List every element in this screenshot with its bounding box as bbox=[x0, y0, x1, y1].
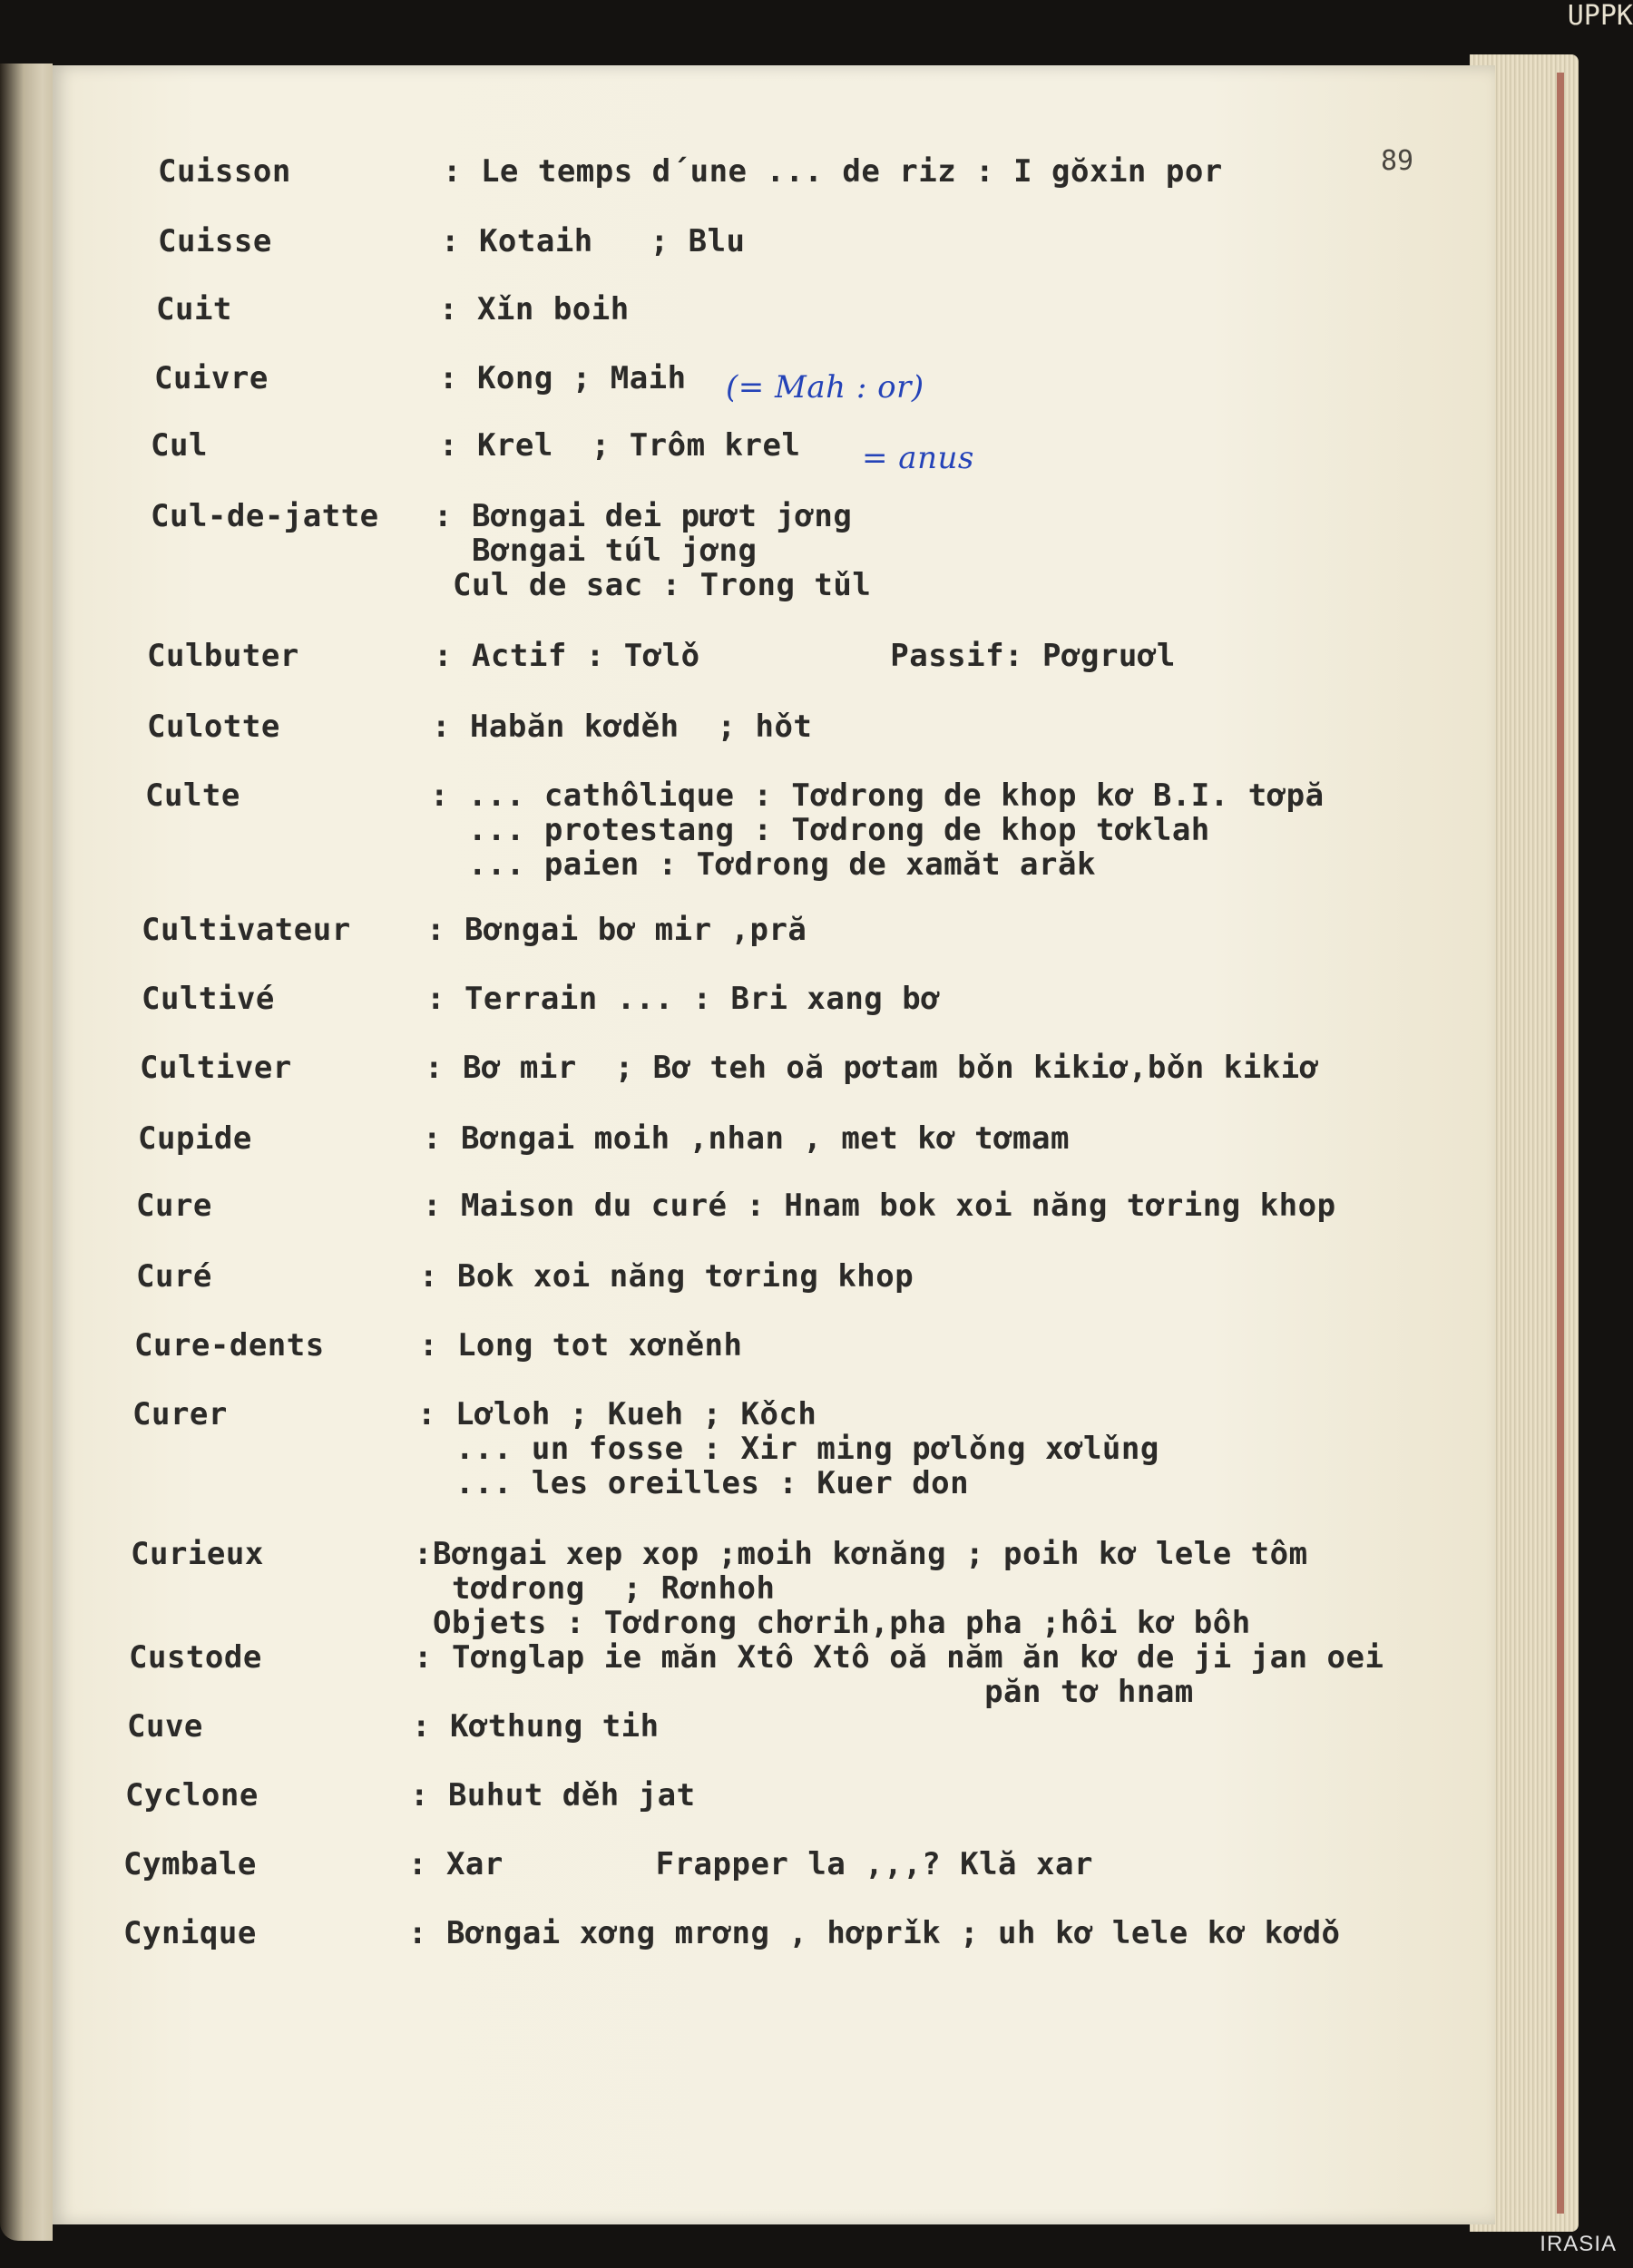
entry-term: Cul-de-jatte bbox=[151, 498, 379, 534]
entry-definition bbox=[441, 224, 746, 259]
entry-definition bbox=[414, 1537, 1308, 1640]
definition-line: : Bơngai xơng mrơng , hơprǐk ; uh kơ lele kơ kơdǒ bbox=[408, 1915, 1341, 1951]
entry-definition bbox=[443, 154, 1223, 189]
definition-line: : Lơloh ; Kueh ; Kǒch bbox=[417, 1396, 817, 1432]
entry-term: Curé bbox=[136, 1258, 212, 1295]
entry-definition bbox=[434, 639, 1176, 673]
definition-line: : Xǐn boih bbox=[439, 291, 630, 327]
top-edge-text: UPPK bbox=[1567, 0, 1633, 32]
entry-definition bbox=[426, 982, 940, 1016]
definition-line: ... protestang : Tơdrong de khop tơklah bbox=[430, 812, 1210, 848]
definition-line: : Maison du curé : Hnam bok xoi năng tơring khop bbox=[423, 1188, 1336, 1224]
entry-definition bbox=[410, 1778, 696, 1813]
definition-line: : Krel ; Trôm krel bbox=[439, 427, 801, 464]
entry-definition bbox=[419, 1259, 914, 1294]
definition-line: : Terrain ... : Bri xang bơ bbox=[426, 981, 941, 1017]
entry-definition bbox=[408, 1916, 1341, 1950]
entry-term: Cuve bbox=[127, 1708, 203, 1745]
entry-term: Cuivre bbox=[154, 360, 269, 396]
entry-term: Cuit bbox=[156, 291, 232, 327]
entry-definition bbox=[430, 778, 1325, 882]
definition-line: ... paien : Tơdrong de xamăt arăk bbox=[430, 846, 1096, 883]
entry-definition bbox=[439, 361, 687, 396]
entry-term: Cure bbox=[136, 1188, 212, 1224]
entry-definition bbox=[412, 1709, 660, 1744]
entry-definition bbox=[426, 913, 807, 947]
entry-term: Curieux bbox=[131, 1536, 264, 1572]
definition-line: : Bok xoi năng tơring khop bbox=[419, 1258, 914, 1295]
definition-line: : Le temps d´une ... de riz : I gŏxin por bbox=[443, 153, 1223, 190]
entry-definition bbox=[408, 1847, 1093, 1882]
watermark: IRASIA bbox=[1540, 2232, 1617, 2256]
entry-term: Cure-dents bbox=[134, 1327, 325, 1364]
entry-term: Cuisson bbox=[158, 153, 291, 190]
definition-line: : Tơnglap ie măn Xtô Xtô oă năm ăn kơ de ji jan oei bbox=[414, 1639, 1384, 1676]
entry-term: Cupide bbox=[138, 1120, 252, 1157]
definition-line: : Xar Frapper la ,,,? Klă xar bbox=[408, 1846, 1093, 1882]
definition-line: Cul de sac : Trong tǔl bbox=[434, 567, 872, 603]
entry-term: Cuisse bbox=[158, 223, 272, 259]
definition-line: : Habăn kơděh ; hǒt bbox=[432, 709, 813, 745]
definition-line: tơdrong ; Rơnhoh bbox=[414, 1570, 776, 1607]
entry-definition bbox=[414, 1640, 1384, 1709]
definition-line: Bơngai túl jơng bbox=[434, 533, 758, 569]
entry-definition bbox=[439, 292, 630, 327]
definition-line: : Long tot xơněnh bbox=[419, 1327, 743, 1364]
definition-line: : Actif : Tơlǒ Passif: Pơgruơl bbox=[434, 638, 1176, 674]
definition-line: păn tơ hnam bbox=[414, 1674, 1194, 1710]
entry-term: Cynique bbox=[123, 1915, 257, 1951]
entry-definition bbox=[417, 1397, 1159, 1501]
entry-term: Cymbale bbox=[123, 1846, 257, 1882]
definition-line: : Buhut děh jat bbox=[410, 1777, 696, 1813]
entry-definition bbox=[439, 428, 800, 463]
definition-line: : Bơngai dei pươt jơng bbox=[434, 498, 853, 534]
handwritten-annotation: (= Mah : or) bbox=[726, 369, 924, 406]
entry-term: Custode bbox=[129, 1639, 262, 1676]
entry-term: Cyclone bbox=[125, 1777, 259, 1813]
definition-line: Objets : Tơdrong chơrih,pha pha ;hôi kơ bôh bbox=[414, 1605, 1251, 1641]
definition-line: : Bơ mir ; Bơ teh oă pơtam bǒn kikiơ,bǒn kikiơ bbox=[425, 1050, 1319, 1086]
entry-definition bbox=[432, 709, 812, 744]
entry-definition bbox=[434, 499, 871, 602]
entry-definition bbox=[423, 1188, 1336, 1223]
entry-term: Cul bbox=[151, 427, 208, 464]
entry-term: Culte bbox=[145, 777, 240, 814]
entry-definition bbox=[423, 1121, 1070, 1156]
definition-line: : Bơngai bơ mir ,pră bbox=[426, 912, 807, 948]
entry-term: Culbuter bbox=[147, 638, 299, 674]
definition-line: :Bơngai xep xop ;moih kơnăng ; poih kơ lele tôm bbox=[414, 1536, 1308, 1572]
definition-line: ... un fosse : Xir ming pơlǒng xơlǔng bbox=[417, 1431, 1159, 1467]
definition-line: : Kong ; Maih bbox=[439, 360, 687, 396]
definition-line: : ... cathôlique : Tơdrong de khop kơ B.I. tơpă bbox=[430, 777, 1325, 814]
entry-term: Cultiver bbox=[140, 1050, 292, 1086]
definition-line: ... les oreilles : Kuer don bbox=[417, 1465, 970, 1501]
definition-line: : Kơthung tih bbox=[412, 1708, 660, 1745]
definition-line: : Bơngai moih ,nhan , met kơ tơmam bbox=[423, 1120, 1070, 1157]
entry-definition bbox=[425, 1051, 1319, 1085]
definition-line: : Kotaih ; Blu bbox=[441, 223, 746, 259]
entry-term: Culotte bbox=[147, 709, 280, 745]
entry-definition bbox=[419, 1328, 743, 1363]
entry-term: Cultivé bbox=[142, 981, 275, 1017]
entry-term: Curer bbox=[132, 1396, 228, 1432]
handwritten-annotation: = anus bbox=[862, 440, 974, 476]
page-number: 89 bbox=[1381, 145, 1414, 177]
entry-term: Cultivateur bbox=[142, 912, 351, 948]
